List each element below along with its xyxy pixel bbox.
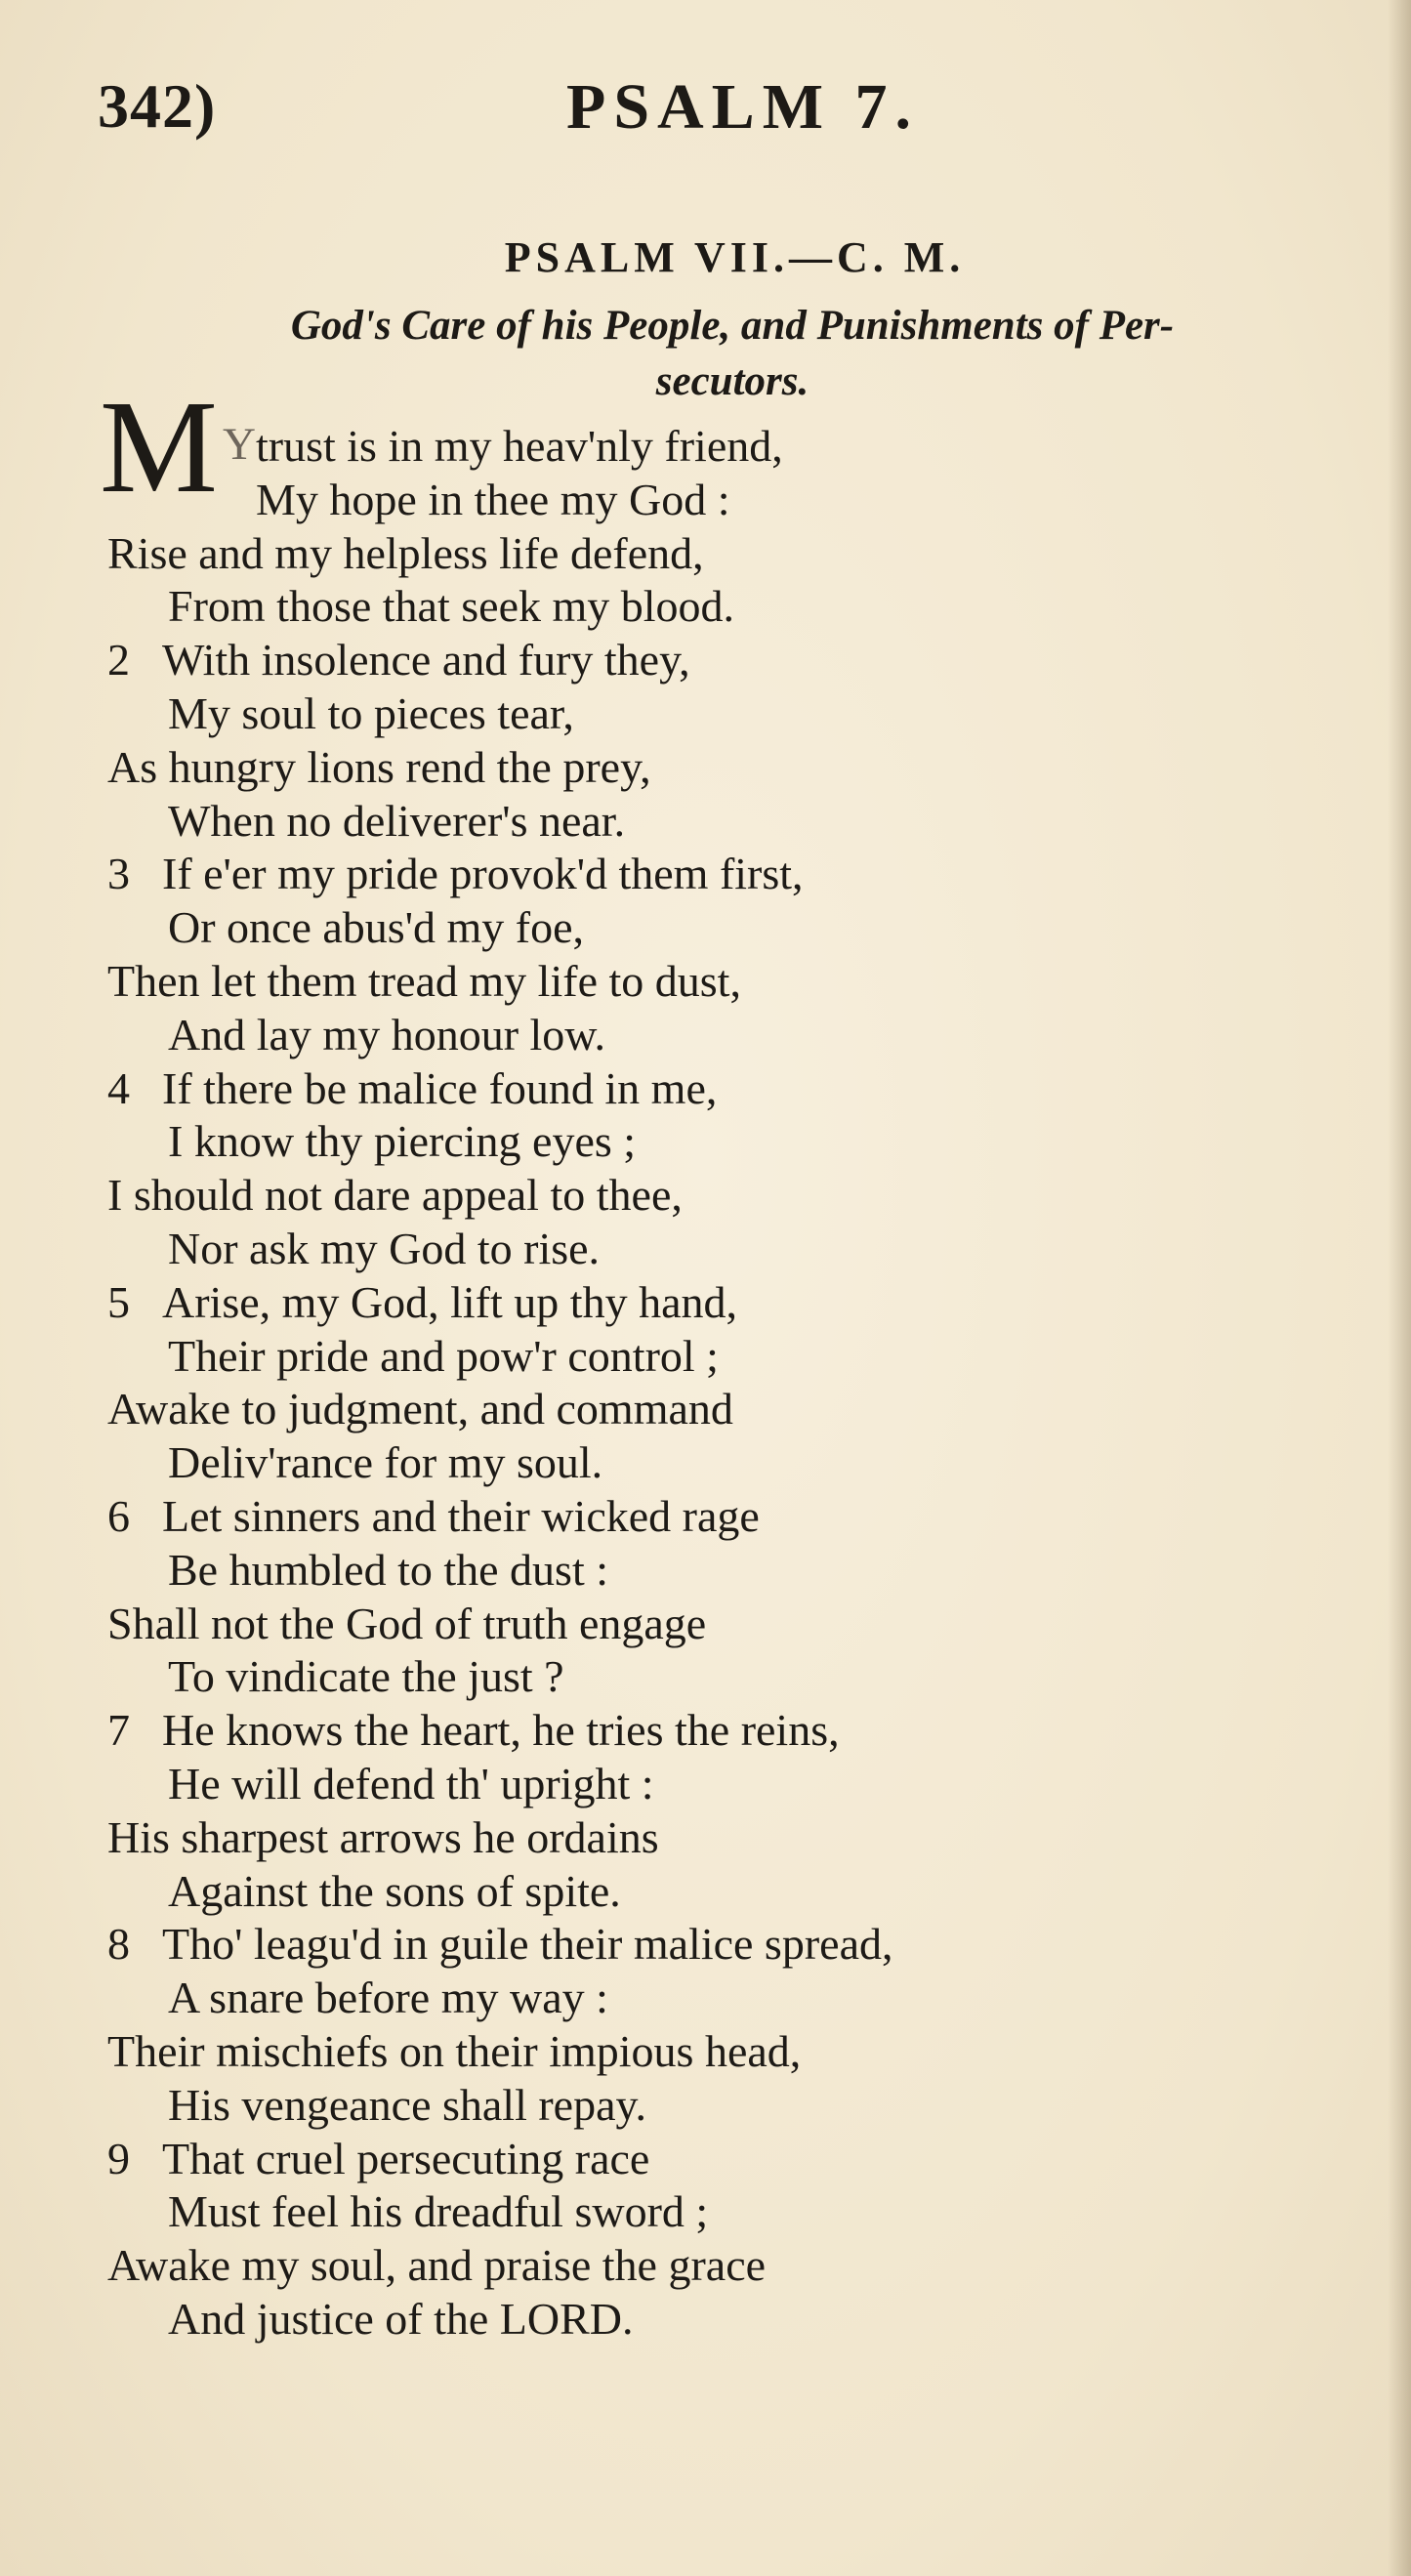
verse-text: If e'er my pride provok'd them first,: [162, 849, 804, 899]
verse-text: With insolence and fury they,: [162, 635, 690, 686]
verse-line: [168, 1330, 719, 1383]
verse-number: 9: [107, 2133, 130, 2183]
verse-text: Nor ask my God to rise.: [168, 1224, 601, 1273]
verse-line: [107, 1490, 760, 1543]
verse-line: [107, 2133, 649, 2185]
verse-text: To vindicate the just ?: [168, 1651, 564, 1702]
verse-text: Awake to judgment, and command: [107, 1384, 733, 1434]
verse-line: [168, 1758, 654, 1810]
running-title: PSALM 7.: [566, 71, 919, 143]
subtitle-line-2: secutors.: [655, 358, 809, 404]
verse-line: [168, 1115, 636, 1168]
verse-line: [168, 580, 734, 633]
verse-number: 3: [107, 849, 130, 899]
verse-line: [168, 2079, 646, 2132]
verse-line: [168, 795, 625, 848]
verse-line: [256, 420, 783, 473]
verse-line: [168, 687, 574, 740]
verse-line: [107, 634, 690, 686]
verse-line: [107, 2239, 766, 2292]
verse-text: He knows the heart, he tries the reins,: [162, 1705, 840, 1756]
verse-text: Awake my soul, and praise the grace: [107, 2240, 767, 2291]
verse-text: Let sinners and their wicked rage: [162, 1491, 760, 1541]
verse-text: From those that seek my blood.: [168, 581, 735, 632]
verse-number: 4: [107, 1062, 130, 1113]
verse-line: [168, 2185, 708, 2238]
verse-line: [168, 1650, 564, 1703]
verse-text: Their pride and pow'r control ;: [168, 1330, 719, 1381]
drop-cap: M: [100, 374, 218, 520]
verse-line: [107, 1811, 659, 1864]
verse-line: [107, 1918, 893, 1971]
verse-line: [168, 1865, 621, 1918]
verse-text: Shall not the God of truth engage: [107, 1598, 707, 1648]
verse-text: Then let them tread my life to dust,: [107, 956, 741, 1006]
verse-text: As hungry lions rend the prey,: [107, 741, 651, 792]
verse-text: Arise, my God, lift up thy hand,: [162, 1276, 737, 1327]
verse-text: A snare before my way :: [168, 1973, 608, 2023]
verse-text: I should not dare appeal to thee,: [107, 1170, 683, 1221]
verse-line: [168, 2293, 634, 2346]
verse-text: Deliv'rance for my soul.: [168, 1437, 603, 1488]
verse-text: Must feel his dreadful sword ;: [168, 2186, 709, 2237]
verse-number: 8: [107, 1919, 130, 1970]
verse-text: Be humbled to the dust :: [168, 1544, 609, 1595]
verse-line: [107, 1169, 683, 1222]
verse-text: When no deliverer's near.: [168, 795, 626, 846]
subtitle-line-1: God's Care of his People, and Punishments of Per-: [290, 303, 1175, 349]
verse-line: [107, 1383, 733, 1435]
verse-line: [107, 1598, 706, 1650]
verse-line: [168, 1544, 608, 1597]
verse-line: [168, 1009, 605, 1061]
verse-text: My hope in thee my God :: [256, 474, 730, 524]
verse-text: His sharpest arrows he ordains: [107, 1811, 659, 1862]
verse-text: Against the sons of spite.: [168, 1865, 621, 1916]
verse-text: Rise and my helpless life defend,: [107, 527, 704, 578]
verse-line: [107, 741, 651, 794]
verse-text: That cruel persecuting race: [162, 2133, 650, 2183]
verse-text: Or once abus'd my foe,: [168, 902, 584, 953]
verse-text: And lay my honour low.: [168, 1009, 606, 1059]
verse-text: Their mischiefs on their impious head,: [107, 2026, 802, 2076]
verse-line: [168, 1972, 608, 2024]
verse-text: My soul to pieces tear,: [168, 688, 574, 738]
psalm-heading: PSALM VII.—C. M.: [504, 233, 966, 281]
verse-line: [168, 1223, 600, 1275]
page-number: 342): [98, 71, 217, 141]
verse-line: [107, 527, 704, 580]
verse-number: 2: [107, 635, 130, 686]
page-edge-shadow: [1388, 0, 1411, 2576]
verse-number: 6: [107, 1491, 130, 1541]
verse-text: Tho' leagu'd in guile their malice spread,: [162, 1919, 893, 1970]
drop-cap-continuation: Y: [223, 419, 256, 470]
verse-text: And justice of the LORD.: [168, 2294, 634, 2344]
verse-line: [256, 474, 730, 526]
verse-number: 7: [107, 1705, 130, 1756]
verse-text: I know thy piercing eyes ;: [168, 1116, 637, 1167]
verse-line: [107, 848, 804, 900]
verse-text: He will defend th' upright :: [168, 1759, 654, 1808]
verse-line: [168, 1436, 602, 1489]
verse-line: [107, 955, 741, 1008]
psalm-subtitle: [98, 298, 1367, 409]
verse-line: [107, 2025, 801, 2078]
verse-text: If there be malice found in me,: [162, 1062, 718, 1113]
verse-number: 5: [107, 1276, 130, 1327]
running-head: [98, 70, 1313, 148]
verse-line: [168, 901, 584, 954]
verse-text: trust is in my heav'nly friend,: [256, 421, 783, 471]
verse-text: His vengeance shall repay.: [168, 2079, 647, 2130]
verse-line: [107, 1276, 737, 1329]
verse-line: [107, 1062, 717, 1115]
verse-line: [107, 1704, 840, 1757]
